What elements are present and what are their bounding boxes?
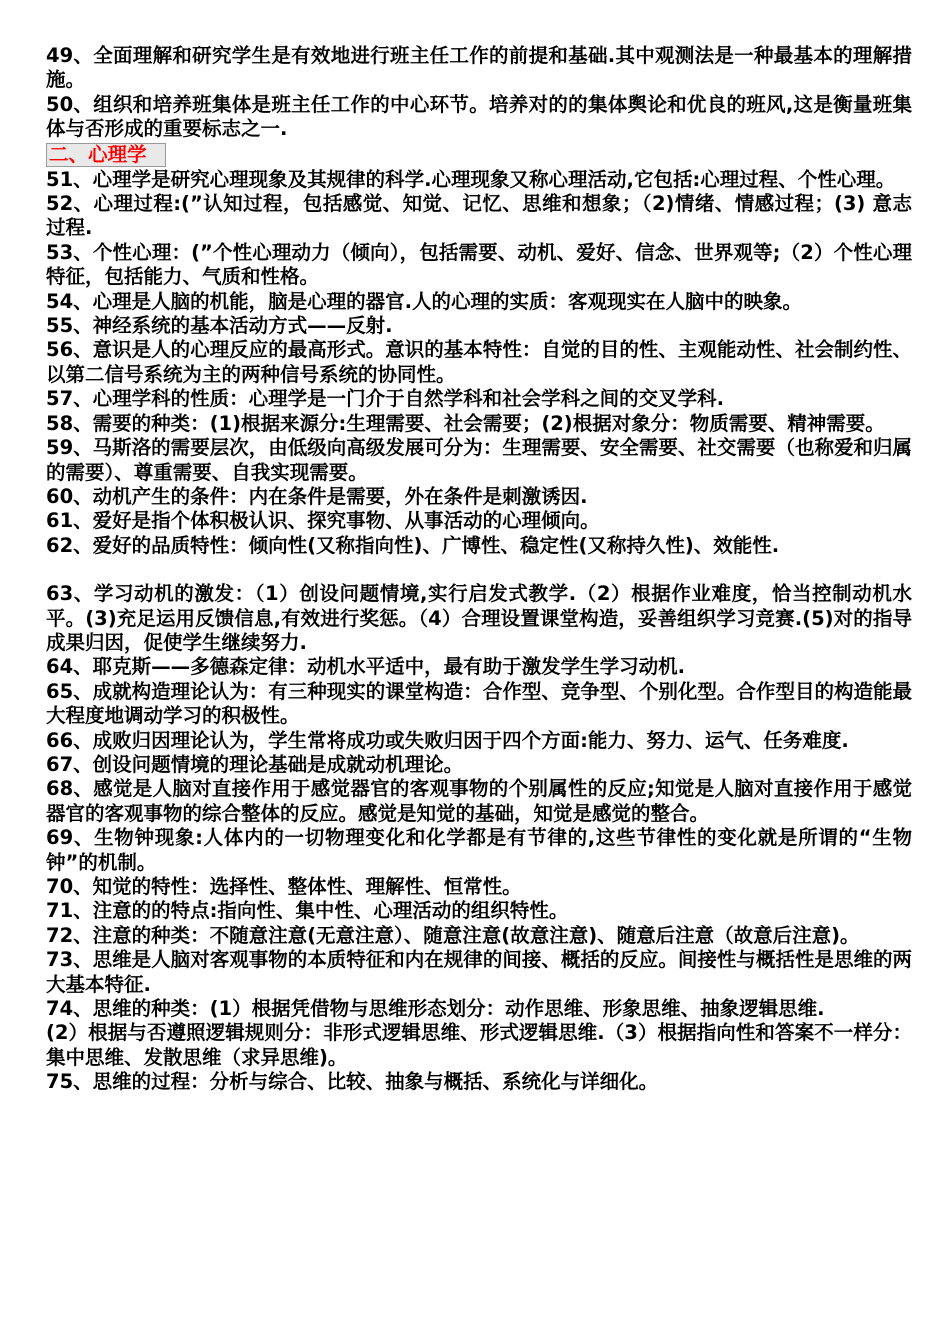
item-60: 60、动机产生的条件：内在条件是需要，外在条件是刺激诱因. [46, 484, 588, 508]
section-heading-wrapper [46, 142, 912, 168]
item-56: 56、意识是人的心理反应的最高形式。意识的基本特性：自觉的目的性、主观能动性、社会制约性、以第二信号系统为主的两种信号系统的协同性。 [46, 338, 912, 386]
item-68: 68、感觉是人脑对直接作用于感觉器官的客观事物的个别属性的反应;知觉是人脑对直接作用于感觉器官的客观事物的综合整体的反应。感觉是知觉的基础，知觉是感觉的整合。 [46, 777, 912, 825]
item-67: 67、创设问题情境的理论基础是成就动机理论。 [46, 752, 464, 776]
item-65: 65、成就构造理论认为：有三种现实的课堂构造：合作型、竞争型、个别化型。合作型目的构造能最大程度地调动学习的积极性。 [46, 679, 912, 728]
item-72: 72、注意的种类：不随意注意(无意注意）、随意注意(故意注意)、随意后注意（故意后注意)。 [46, 923, 860, 947]
document-page [46, 44, 912, 1095]
item-62: 62、爱好的品质特性：倾向性(又称指向性)、广博性、稳定性(又称持久性)、效能性. [46, 533, 780, 557]
item-73: 73、思维是人脑对客观事物的本质特征和内在规律的间接、概括的反应。间接性与概括性是思维的两大基本特征. [46, 948, 912, 996]
item-58: 58、需要的种类：(1)根据来源分:生理需要、社会需要；(2)根据对象分：物质需要、精神需要。 [46, 411, 885, 435]
item-54: 54、心理是人脑的机能，脑是心理的器官.人的心理的实质：客观现实在人脑中的映象。 [46, 289, 803, 313]
item-74: 74、思维的种类：(1）根据凭借物与思维形态划分：动作思维、形象思维、抽象逻辑思维. [46, 997, 825, 1021]
item-63: 63、学习动机的激发：（1）创设问题情境,实行启发式教学.（2）根据作业难度，恰当控制动机水平。(3)充足运用反馈信息,有效进行奖惩。（4）合理设置课堂构造，妥善组织学习竞赛.(5)对的指导成果归因，促使学生继续努力. [46, 582, 912, 654]
blank-line [46, 558, 912, 582]
item-49: 49、全面理解和研究学生是有效地进行班主任工作的前提和基础.其中观测法是一种最基本的理解措施。 [46, 44, 912, 92]
item-66: 66、成败归因理论认为，学生常将成功或失败归因于四个方面:能力、努力、运气、任务难度. [46, 728, 849, 752]
item-74-continued: (2）根据与否遵照逻辑规则分：非形式逻辑思维、形式逻辑思维.（3）根据指向性和答案不一样分：集中思维、发散思维（求异思维)。 [46, 1021, 912, 1069]
item-50: 50、组织和培养班集体是班主任工作的中心环节。培养对的的集体舆论和优良的班风,这是衡量班集体与否形成的重要标志之一. [46, 92, 912, 141]
item-59: 59、马斯洛的需要层次，由低级向高级发展可分为：生理需要、安全需要、社交需要（也称爱和归属的需要）、尊重需要、自我实现需要。 [46, 436, 912, 484]
item-64: 64、耶克斯——多德森定律：动机水平适中，最有助于激发学生学习动机. [46, 655, 686, 679]
item-51: 51、心理学是研究心理现象及其规律的科学.心理现象又称心理活动,它包括:心理过程、个性心理。 [46, 167, 896, 191]
item-70: 70、知觉的特性：选择性、整体性、理解性、恒常性。 [46, 875, 522, 898]
item-57: 57、心理学科的性质：心理学是一门介于自然学科和社会学科之间的交叉学科. [46, 387, 725, 411]
item-75: 75、思维的过程：分析与综合、比较、抽象与概括、系统化与详细化。 [46, 1070, 659, 1094]
item-52: 52、心理过程:(”认知过程，包括感觉、知觉、记忆、思维和想象；（2)情绪、情感过程；(3) 意志过程. [46, 192, 912, 240]
item-69: 69、生物钟现象:人体内的一切物理变化和化学都是有节律的,这些节律性的变化就是所谓的“生物钟”的机制。 [46, 826, 912, 874]
item-61: 61、爱好是指个体积极认识、探究事物、从事活动的心理倾向。 [46, 509, 600, 533]
section-heading-psychology: 二、心理学 [46, 143, 166, 167]
item-71: 71、注意的的特点:指向性、集中性、心理活动的组织特性。 [46, 899, 569, 923]
item-53: 53、个性心理：(”个性心理动力（倾向），包括需要、动机、爱好、信念、世界观等;（2）个性心理特征，包括能力、气质和性格。 [46, 240, 912, 289]
item-55: 55、神经系统的基本活动方式——反射. [46, 314, 393, 338]
